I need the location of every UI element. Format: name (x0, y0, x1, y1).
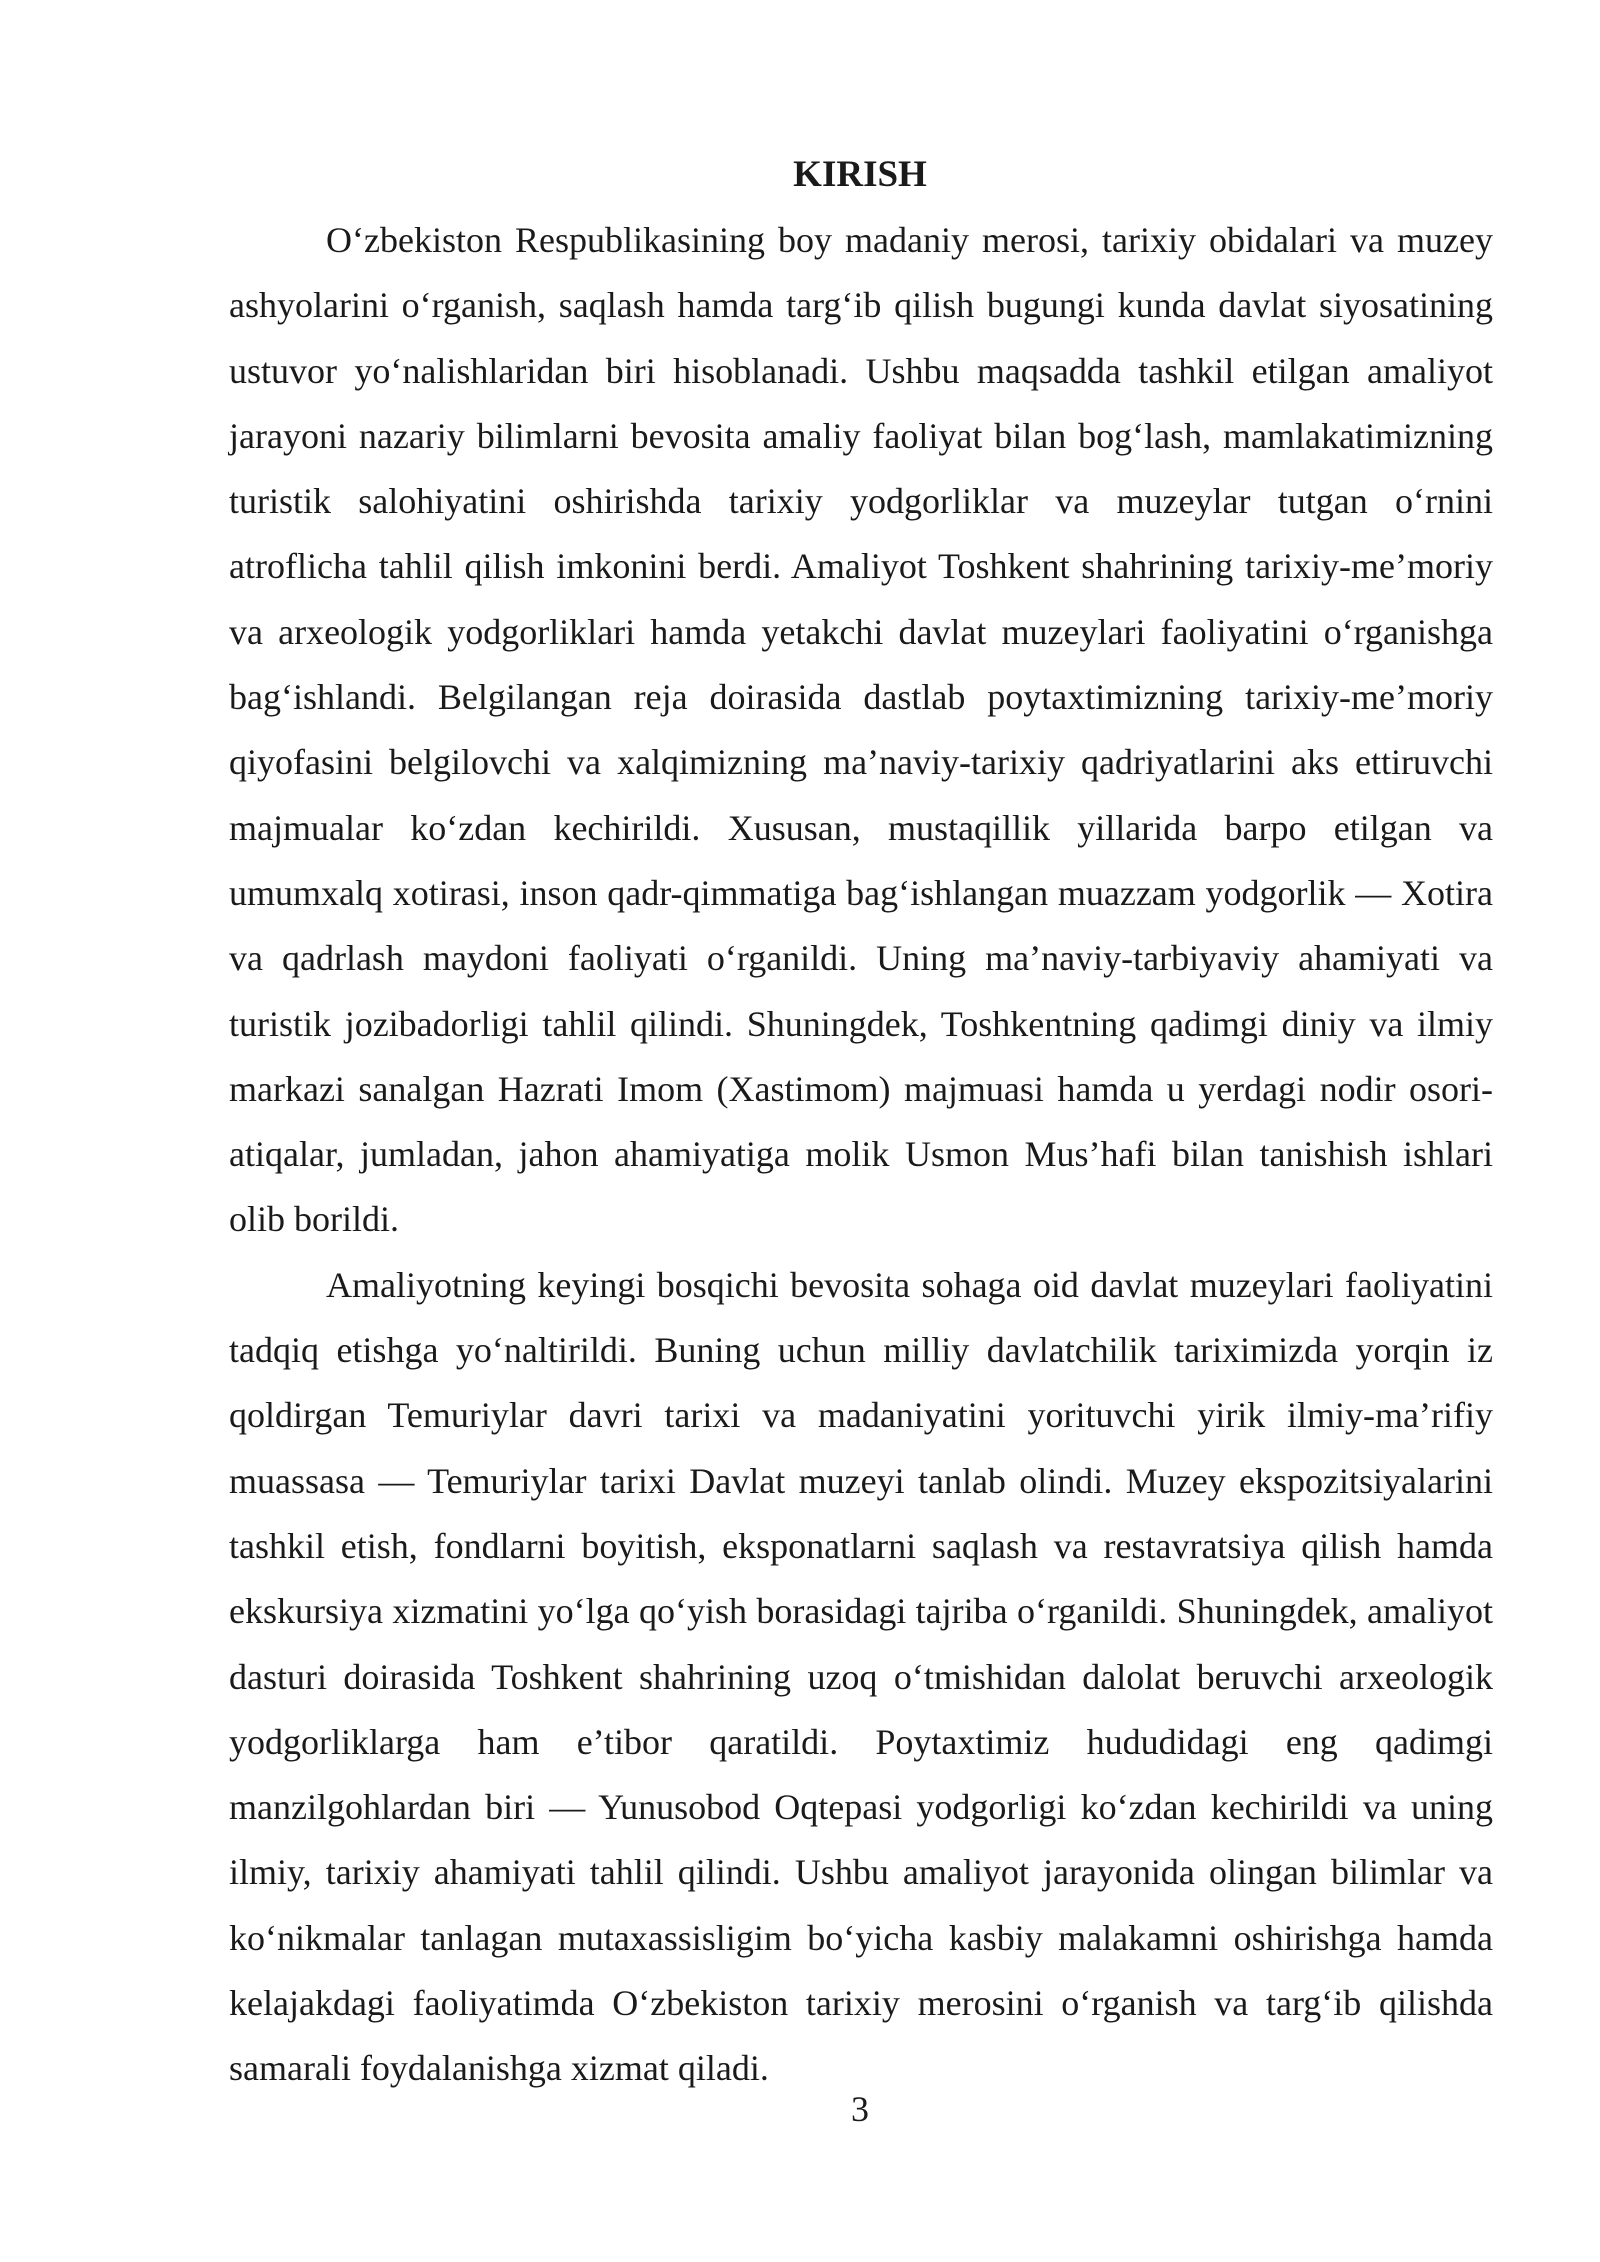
body-text (229, 208, 1493, 2102)
page-title: KIRISH (793, 154, 927, 195)
paragraph-1: O‘zbekiston Respublikasining boy madaniy merosi, tarixiy obidalari va muzey ashyolarini o‘rganish, saqlash hamda targ‘ib qilish bugungi kunda davlat siyosatining ustuvor yo‘nalishlaridan biri hisoblanadi. Ushbu maqsadda tashkil etilgan amaliyot jarayoni nazariy bilimlarni bevosita amaliy faoliyat bilan bog‘lash, mamlakatimizning turistik salohiyatini oshirishda tarixiy yodgorliklar va muzeylar tutgan o‘rnini atroflicha tahlil qilish imkonini berdi. Amaliyot Toshkent shahrining tarixiy-me’moriy va arxeologik yodgorliklari hamda yetakchi davlat muzeylari faoliyatini o‘rganishga bag‘ishlandi. Belgilangan reja doirasida dastlab poytaxtimizning tarixiy-me’moriy qiyofasini belgilovchi va xalqimizning ma’naviy-tarixiy qadriyatlarini aks ettiruvchi majmualar ko‘zdan kechirildi. Xususan, mustaqillik yillarida barpo etilgan va umumxalq xotirasi, inson qadr-qimmatiga bag‘ishlangan muazzam yodgorlik — Xotira va qadrlash maydoni faoliyati o‘rganildi. Uning ma’naviy-tarbiyaviy ahamiyati va turistik jozibadorligi tahlil qilindi. Shuningdek, Toshkentning qadimgi diniy va ilmiy markazi sanalgan Hazrati Imom (Xastimom) majmuasi hamda u yerdagi nodir osori-atiqalar, jumladan, jahon ahamiyatiga molik Usmon Mus’hafi bilan tanishish ishlari olib borildi. (229, 220, 1493, 1240)
page-number: 3 (851, 2089, 869, 2129)
paragraph-2: Amaliyotning keyingi bosqichi bevosita sohaga oid davlat muzeylari faoliyatini tadqiq etishga yo‘naltirildi. Buning uchun milliy davlatchilik tariximizda yorqin iz qoldirgan Temuriylar davri tarixi va madaniyatini yorituvchi yirik ilmiy-ma’rifiy muassasa — Temuriylar tarixi Davlat muzeyi tanlab olindi. Muzey ekspozitsiyalarini tashkil etish, fondlarni boyitish, eksponatlarni saqlash va restavratsiya qilish hamda ekskursiya xizmatini yo‘lga qo‘yish borasidagi tajriba o‘rganildi. Shuningdek, amaliyot dasturi doirasida Toshkent shahrining uzoq o‘tmishidan dalolat beruvchi arxeologik yodgorliklarga ham e’tibor qaratildi. Poytaxtimiz hududidagi eng qadimgi manzilgohlardan biri — Yunusobod Oqtepasi yodgorligi ko‘zdan kechirildi va uning ilmiy, tarixiy ahamiyati tahlil qilindi. Ushbu amaliyot jarayonida olingan bilimlar va ko‘nikmalar tanlagan mutaxassisligim bo‘yicha kasbiy malakamni oshirishga hamda kelajakdagi faoliyatimda O‘zbekiston tarixiy merosini o‘rganish va targ‘ib qilishda samarali foydalanishga xizmat qiladi. (229, 1264, 1493, 2089)
